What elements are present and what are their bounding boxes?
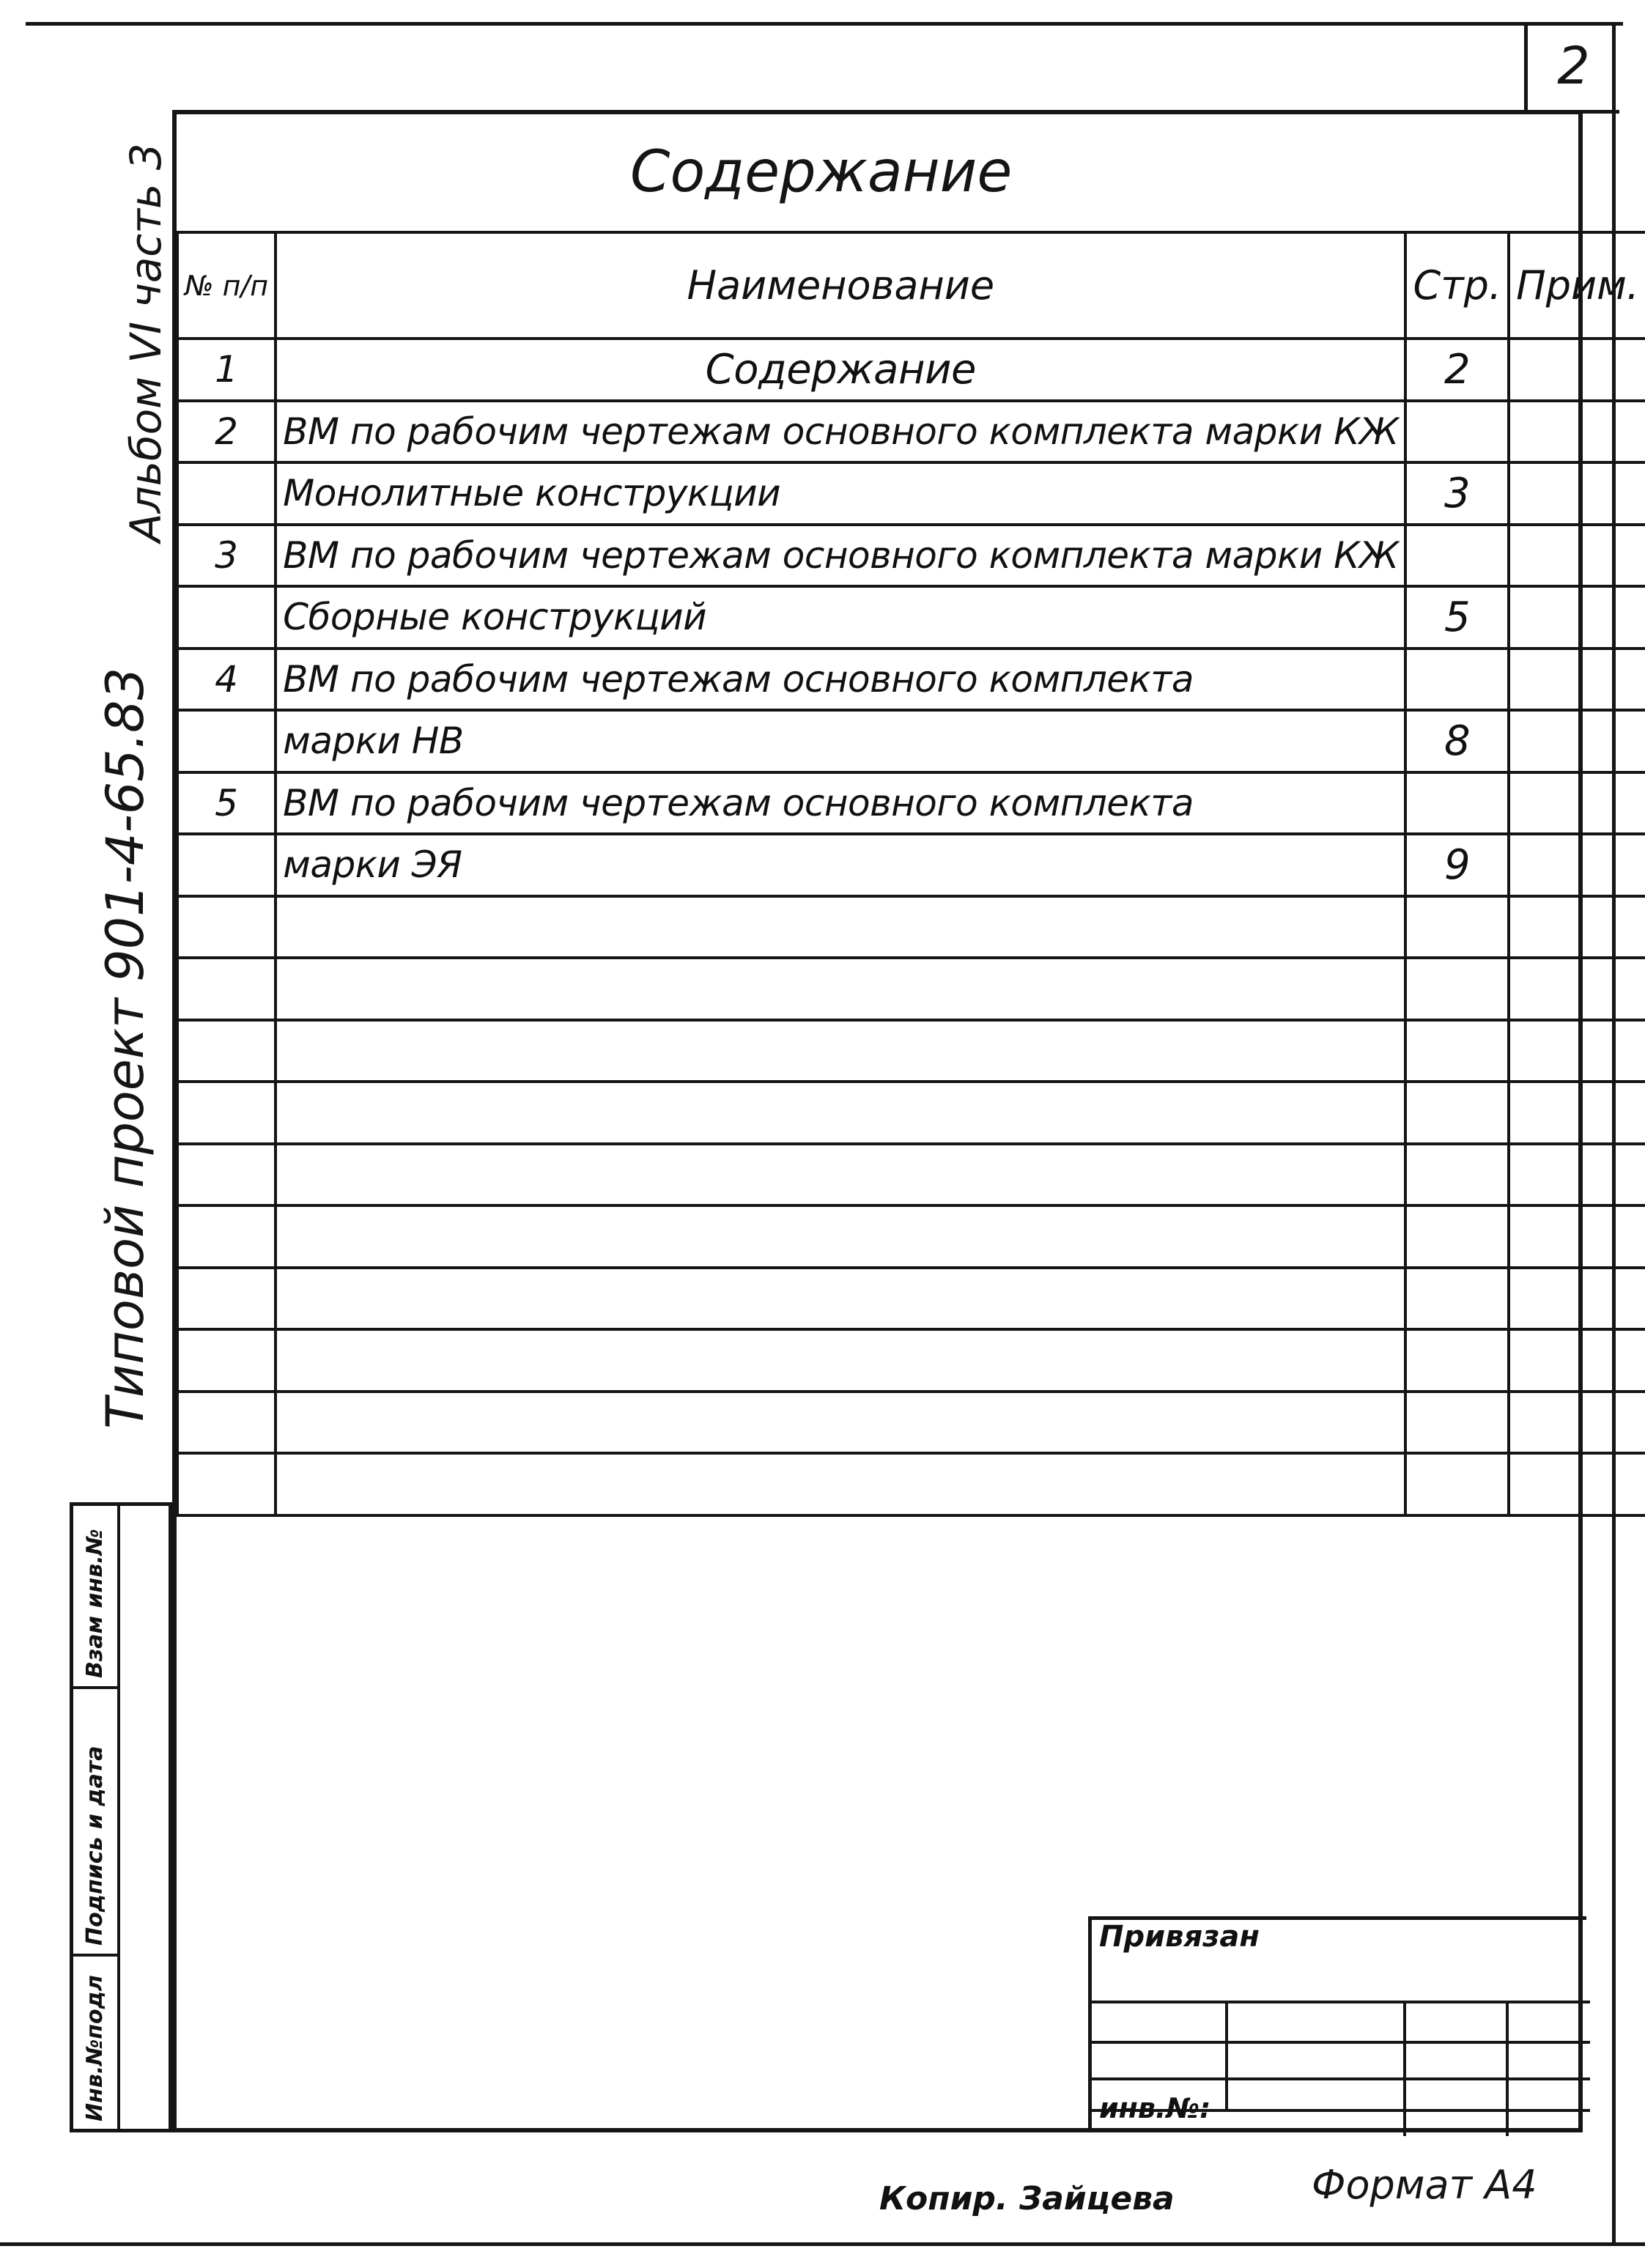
row-name [276,958,1405,1020]
header-name: Наименование [276,232,1405,339]
row-note [1509,462,1645,525]
row-num [177,1392,276,1454]
row-num [177,462,276,525]
side-album-label: Альбом VI часть 3 [121,143,171,542]
row-num [177,834,276,896]
row-note [1509,525,1645,587]
row-page [1405,1392,1509,1454]
strip-label-exchange: Взам инв.№ [82,1529,108,1678]
row-note [1509,772,1645,835]
row-num [177,1020,276,1082]
row-num [177,710,276,772]
table-row [177,525,1645,587]
table-row [177,1205,1645,1268]
table-row [177,772,1645,835]
row-num: 3 [177,525,276,587]
row-note [1509,1082,1645,1144]
bottom-border-line [0,2242,1645,2246]
table-row [177,649,1645,711]
row-num [177,958,276,1020]
row-name [276,1329,1405,1392]
row-num [177,1205,276,1268]
row-num [177,1453,276,1515]
strip-cell-inv-orig [73,1957,117,2132]
row-page [1405,1205,1509,1268]
table-row [177,339,1645,401]
row-page [1405,1329,1509,1392]
row-page [1405,649,1509,711]
row-page [1405,1082,1509,1144]
side-project-title: Типовой проект 901-4-65.83 [95,667,155,1429]
row-name [276,896,1405,958]
format-label: Формат А4 [1312,2162,1537,2208]
row-name [276,1205,1405,1268]
bind-col-line [1403,2001,1406,2136]
page-number: 2 [1524,22,1619,114]
row-page [1405,958,1509,1020]
row-num [177,1082,276,1144]
row-name [276,1082,1405,1144]
row-name: Сборные конструкций [276,586,1405,649]
table-row [177,1082,1645,1144]
copier-signature: Копир. Зайцева [879,2180,1175,2217]
row-num: 2 [177,401,276,463]
row-note [1509,1453,1645,1515]
row-num [177,1329,276,1392]
row-note [1509,1329,1645,1392]
header-page: Стр. [1405,232,1509,339]
row-note [1509,586,1645,649]
row-page: 2 [1405,339,1509,401]
row-page [1405,525,1509,587]
strip-label-sign-date: Подпись и дата [82,1746,108,1946]
stamp-strip [70,1502,172,2132]
row-note [1509,1020,1645,1082]
row-name [276,1453,1405,1515]
table-row [177,896,1645,958]
row-page: 3 [1405,462,1509,525]
bind-row-line [1092,2077,1590,2080]
row-name: марки НВ [276,710,1405,772]
row-name: ВМ по рабочим чертежам основного комплекта марки КЖ [276,401,1405,463]
top-border-line [26,22,1623,26]
bind-row-line [1092,2001,1590,2003]
row-note [1509,958,1645,1020]
row-note [1509,896,1645,958]
table-row [177,834,1645,896]
row-note [1509,1268,1645,1330]
row-page [1405,401,1509,463]
row-page [1405,1144,1509,1206]
bind-col-line [1225,2001,1228,2110]
binding-inv-label: инв.№: [1099,2092,1211,2124]
row-name [276,1268,1405,1330]
row-num [177,896,276,958]
table-row [177,1392,1645,1454]
row-num [177,1144,276,1206]
table-row [177,401,1645,463]
table-row [177,462,1645,525]
bind-col-line [1506,2001,1509,2136]
row-note [1509,1144,1645,1206]
row-name [276,1144,1405,1206]
row-page [1405,772,1509,835]
bind-row-line [1092,2041,1590,2044]
row-name: ВМ по рабочим чертежам основного комплекта марки КЖ [276,525,1405,587]
table-row [177,1020,1645,1082]
header-num: № п/п [177,232,276,339]
binding-label: Привязан [1099,1920,1260,1954]
row-num: 1 [177,339,276,401]
row-page: 9 [1405,834,1509,896]
row-note [1509,1205,1645,1268]
row-name [276,1392,1405,1454]
row-name: Монолитные конструкции [276,462,1405,525]
table-row [177,1144,1645,1206]
row-name: Содержание [276,339,1405,401]
contents-table [176,231,1645,1517]
row-note [1509,834,1645,896]
strip-divider [117,1506,120,2132]
header-note: Прим. [1509,232,1645,339]
table-row [177,1329,1645,1392]
row-name: марки ЭЯ [276,834,1405,896]
row-page [1405,1020,1509,1082]
row-note [1509,339,1645,401]
table-header-row [177,232,1645,339]
table-row [177,958,1645,1020]
row-page: 5 [1405,586,1509,649]
row-note [1509,401,1645,463]
row-page [1405,896,1509,958]
row-page [1405,1268,1509,1330]
strip-label-inv-orig: Инв.№подл [82,1975,108,2121]
row-name [276,1020,1405,1082]
strip-cell-exchange [73,1506,117,1689]
row-page [1405,1453,1509,1515]
row-num: 4 [177,649,276,711]
row-num [177,586,276,649]
row-page: 8 [1405,710,1509,772]
row-num [177,1268,276,1330]
table-row [177,1453,1645,1515]
page-title: Содержание [630,139,1013,205]
row-note [1509,649,1645,711]
row-note [1509,710,1645,772]
table-row [177,1268,1645,1330]
strip-cell-sign-date [73,1689,117,1957]
table-row [177,710,1645,772]
row-name: ВМ по рабочим чертежам основного комплекта [276,649,1405,711]
table-row [177,586,1645,649]
row-name: ВМ по рабочим чертежам основного комплекта [276,772,1405,835]
row-note [1509,1392,1645,1454]
row-num: 5 [177,772,276,835]
